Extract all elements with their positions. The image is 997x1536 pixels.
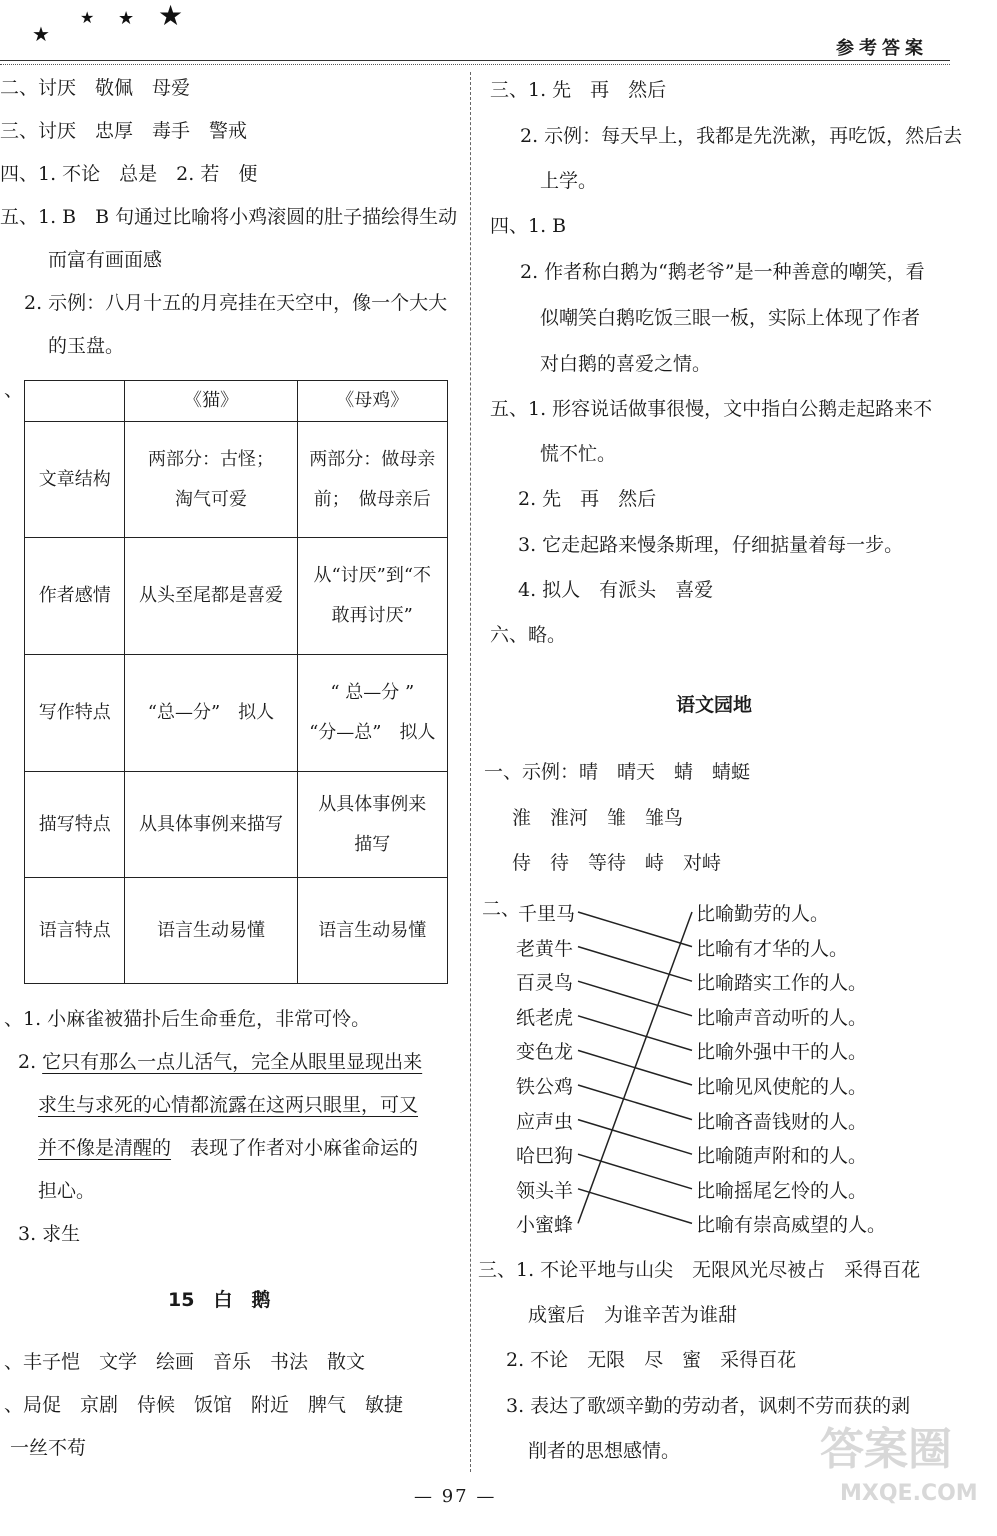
row-label: 文章结构 (25, 422, 125, 538)
match-term: 老黄牛 (516, 937, 574, 960)
match-meaning: 比喻随声附和的人。 (696, 1145, 868, 1168)
answer-line: 的玉盘。 (48, 335, 125, 357)
answer-line: 对白鹅的喜爱之情。 (540, 353, 712, 375)
match-meaning: 比喻外强中干的人。 (696, 1041, 868, 1064)
match-line (578, 947, 692, 982)
match-meaning: 比喻摇尾乞怜的人。 (696, 1179, 868, 1202)
answer-line: 担心。 (38, 1180, 96, 1202)
cell-line: 从具体事例来 (318, 793, 427, 815)
match-term: 铁公鸡 (516, 1076, 574, 1098)
cell-line: 前； 做母亲后 (313, 488, 431, 510)
match-prefix: 二、 (482, 898, 521, 920)
table-header-cell: 《猫》 (125, 381, 297, 422)
match-line (578, 1120, 692, 1155)
answer-line: 2. 示例：八月十五的月亮挂在天空中，像一个大大 (24, 292, 448, 314)
underlined-text: 并不像是清醒的 (38, 1137, 172, 1159)
header-title: 参考答案 (836, 38, 928, 59)
match-meaning: 比喻有崇高威望的人。 (696, 1214, 887, 1237)
match-meaning: 比喻声音动听的人。 (696, 1006, 868, 1029)
cell-line: 语言生动易懂 (318, 919, 427, 941)
answer-line: 削者的思想感情。 (528, 1440, 681, 1462)
answer-line: 2. 示例：每天早上，我都是先洗漱，再吃饭，然后去 (520, 125, 963, 147)
answer-line: 五、1. B B 句通过比喻将小鸡滚圆的肚子描绘得生动 (0, 206, 458, 228)
match-meaning: 比喻有才华的人。 (696, 937, 849, 960)
answer-line: 三、讨厌 忠厚 毒手 警戒 (0, 120, 248, 142)
match-term: 应声虫 (516, 1110, 574, 1133)
match-line (578, 1085, 692, 1120)
answer-line: 四、1. B (490, 215, 567, 237)
answer-line: 3. 它走起路来慢条斯理，仔细掂量着每一步。 (518, 534, 904, 556)
match-term: 领头羊 (516, 1179, 574, 1202)
cell-line: 描写 (354, 833, 391, 855)
match-term: 变色龙 (516, 1041, 574, 1064)
answer-line: 侍 待 等待 峙 对峙 (512, 852, 722, 874)
answer-line: 2. 不论 无限 尽 蜜 采得百花 (506, 1349, 797, 1371)
cell-line: 淘气可爱 (174, 488, 247, 510)
cell-line: “ 总—分 ” (330, 682, 415, 703)
answer-line: 成蜜后 为谁辛苦为谁甜 (528, 1304, 738, 1326)
match-term: 百灵鸟 (516, 972, 574, 995)
cell-line: 两部分：做母亲 (309, 448, 436, 470)
cell-line: 从“讨厌”到“不 (313, 565, 432, 586)
item-number: 2. (18, 1051, 43, 1073)
answer-line: 三、1. 先 再 然后 (490, 79, 667, 101)
answer-line: 、丰子恺 文学 绘画 音乐 书法 散文 (4, 1351, 366, 1373)
answer-line: 三、1. 不论平地与山尖 无限风光尽被占 采得百花 (478, 1259, 921, 1281)
match-meaning: 比喻吝啬钱财的人。 (696, 1110, 868, 1133)
match-line (578, 912, 692, 1223)
star-icon: ★ (80, 8, 95, 27)
underlined-text: 求生与求死的心情都流露在这两只眼里，可又 (38, 1094, 419, 1116)
answer-line: 一丝不苟 (10, 1437, 87, 1459)
match-line (578, 981, 692, 1016)
answer-line: 一、示例：晴 晴天 蜻 蜻蜓 (484, 761, 751, 783)
answer-line: 似嘲笑白鹅吃饭三眼一板，实际上体现了作者 (540, 307, 921, 329)
answer-line: 上学。 (540, 170, 598, 192)
cell-line: 语言生动易懂 (156, 919, 265, 941)
answer-line: 慌不忙。 (540, 443, 617, 465)
cell-line: 两部分：古怪； (147, 448, 274, 470)
watermark-logo (820, 1420, 990, 1530)
answer-line: 淮 淮河 雏 雏鸟 (512, 807, 684, 829)
match-meaning: 比喻勤劳的人。 (696, 903, 830, 925)
section-heading: 语文园地 (676, 694, 753, 716)
match-line (578, 1016, 692, 1051)
lesson-title: 白 鹅 (213, 1289, 271, 1311)
answer-line: 五、1. 形容说话做事很慢，文中指白公鹅走起路来不 (490, 398, 933, 420)
watermark-text: MXQE.COM (840, 1481, 978, 1506)
answer-line: 、局促 京剧 侍候 饭馆 附近 脾气 敏捷 (4, 1394, 404, 1416)
answer-text: 表现了作者对小麻雀命运的 (171, 1137, 419, 1159)
answer-line: 3. 求生 (18, 1223, 81, 1245)
cell-line: 从具体事例来描写 (138, 813, 283, 835)
answer-line: 2. 作者称白鹅为“鹅老爷”是一种善意的嘲笑，看 (520, 261, 925, 283)
cell-line: 敢再讨厌” (331, 605, 413, 626)
match-meaning: 比喻踏实工作的人。 (696, 972, 868, 995)
star-icon: ★ (32, 22, 50, 46)
answer-line: 六、略。 (490, 624, 567, 646)
watermark-text: 答案圈 (820, 1424, 952, 1475)
section-mark: 、 (4, 379, 24, 401)
star-icon: ★ (158, 0, 184, 32)
answer-line: 3. 表达了歌颂辛勤的劳动者，讽刺不劳而获的剥 (506, 1395, 911, 1417)
row-label: 作者感情 (25, 538, 125, 655)
match-line (578, 1154, 692, 1189)
row-label: 描写特点 (25, 772, 125, 878)
answer-line: 四、1. 不论 总是 2. 若 便 (0, 163, 258, 185)
answer-line: 而富有画面感 (48, 249, 163, 271)
underlined-text: 它只有那么一点儿活气，完全从眼里显现出来 (42, 1051, 423, 1073)
lesson-number: 15 (168, 1289, 195, 1311)
match-term: 小蜜蜂 (516, 1214, 574, 1237)
match-meaning: 比喻见风使舵的人。 (696, 1076, 868, 1098)
cell-line: “总—分” 拟人 (147, 702, 275, 723)
match-term: 纸老虎 (516, 1006, 574, 1029)
answer-line: 二、讨厌 敬佩 母爱 (0, 77, 191, 99)
page-number: — 97 — (414, 1486, 497, 1507)
answer-line: 、1. 小麻雀被猫扑后生命垂危，非常可怜。 (4, 1008, 371, 1030)
match-line (578, 912, 692, 947)
match-term: 哈巴狗 (516, 1145, 574, 1168)
row-label: 语言特点 (25, 878, 125, 984)
match-term: 千里马 (518, 903, 576, 925)
answer-line: 2. 先 再 然后 (518, 488, 657, 510)
cell-line: “分—总” 拟人 (309, 722, 436, 743)
row-label: 写作特点 (25, 655, 125, 772)
match-line (578, 1189, 692, 1224)
star-icon: ★ (118, 8, 135, 29)
answer-line: 4. 拟人 有派头 喜爱 (518, 579, 714, 601)
table-header-cell: 《母鸡》 (297, 381, 447, 422)
cell-line: 从头至尾都是喜爱 (138, 585, 283, 606)
